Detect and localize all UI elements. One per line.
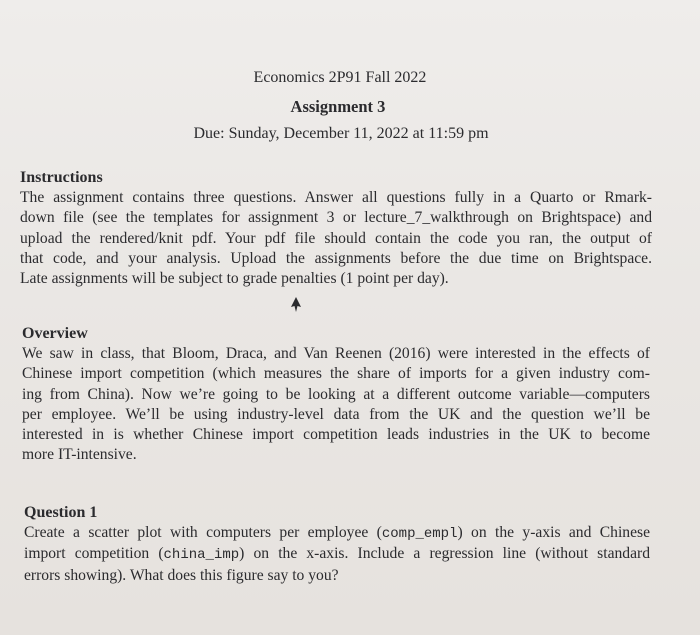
question-1-text: import competition ( <box>24 545 164 563</box>
overview-section <box>22 324 650 465</box>
instructions-line: Late assignments will be subject to grade penalties (1 point per day). <box>20 270 449 288</box>
overview-heading: Overview <box>22 325 88 342</box>
overview-line: per employee. We’ll be using industry-level data from the UK and the question we’ll be <box>22 405 650 423</box>
question-1-heading: Question 1 <box>24 504 98 521</box>
overview-line: Chinese import competition (which measures the share of imports for a given industry com- <box>22 365 650 383</box>
course-title: Economics 2P91 Fall 2022 <box>253 69 427 86</box>
instructions-line: that code, and your analysis. Upload the assignments before the due time on Brightspace. <box>20 249 652 267</box>
variable-china-imp: china_imp <box>163 547 240 564</box>
due-date: Due: Sunday, December 11, 2022 at 11:59 pm <box>193 125 489 142</box>
instructions-paragraph <box>20 188 652 289</box>
overview-line: interested in is whether Chinese import competition leads industries in the UK to become <box>22 426 650 444</box>
question-1-text: ) on the x-axis. Include a regression line (without standard <box>239 545 650 563</box>
instructions-line: The assignment contains three questions. Answer all questions fully in a Quarto or Rmark- <box>20 189 652 207</box>
question-1-line <box>24 544 650 565</box>
instructions-line: upload the rendered/knit pdf. Your pdf file should contain the code you ran, the output of <box>20 229 652 247</box>
instructions-line: down file (see the templates for assignment 3 or lecture_7_walkthrough on Brightspace) and <box>20 209 652 227</box>
instructions-section <box>20 168 652 289</box>
question-1-paragraph <box>24 523 650 586</box>
overview-line: We saw in class, that Bloom, Draca, and Van Reenen (2016) were interested in the effects of <box>22 345 650 363</box>
mouse-pointer-icon <box>289 296 303 314</box>
question-1-line: errors showing). What does this figure say to you? <box>24 566 339 584</box>
overview-paragraph <box>22 344 650 465</box>
question-1-line <box>24 523 650 544</box>
question-1-text: Create a scatter plot with computers per employee ( <box>24 524 382 542</box>
overview-line: more IT-intensive. <box>22 446 137 464</box>
question-1-text: ) on the y-axis and Chinese <box>457 524 650 542</box>
instructions-heading: Instructions <box>20 169 103 186</box>
variable-comp-empl: comp_empl <box>381 526 458 543</box>
assignment-title: Assignment 3 <box>290 97 386 116</box>
question-1-section <box>24 503 650 586</box>
overview-line: ing from China). Now we’re going to be looking at a different outcome variable—computers <box>22 385 650 403</box>
